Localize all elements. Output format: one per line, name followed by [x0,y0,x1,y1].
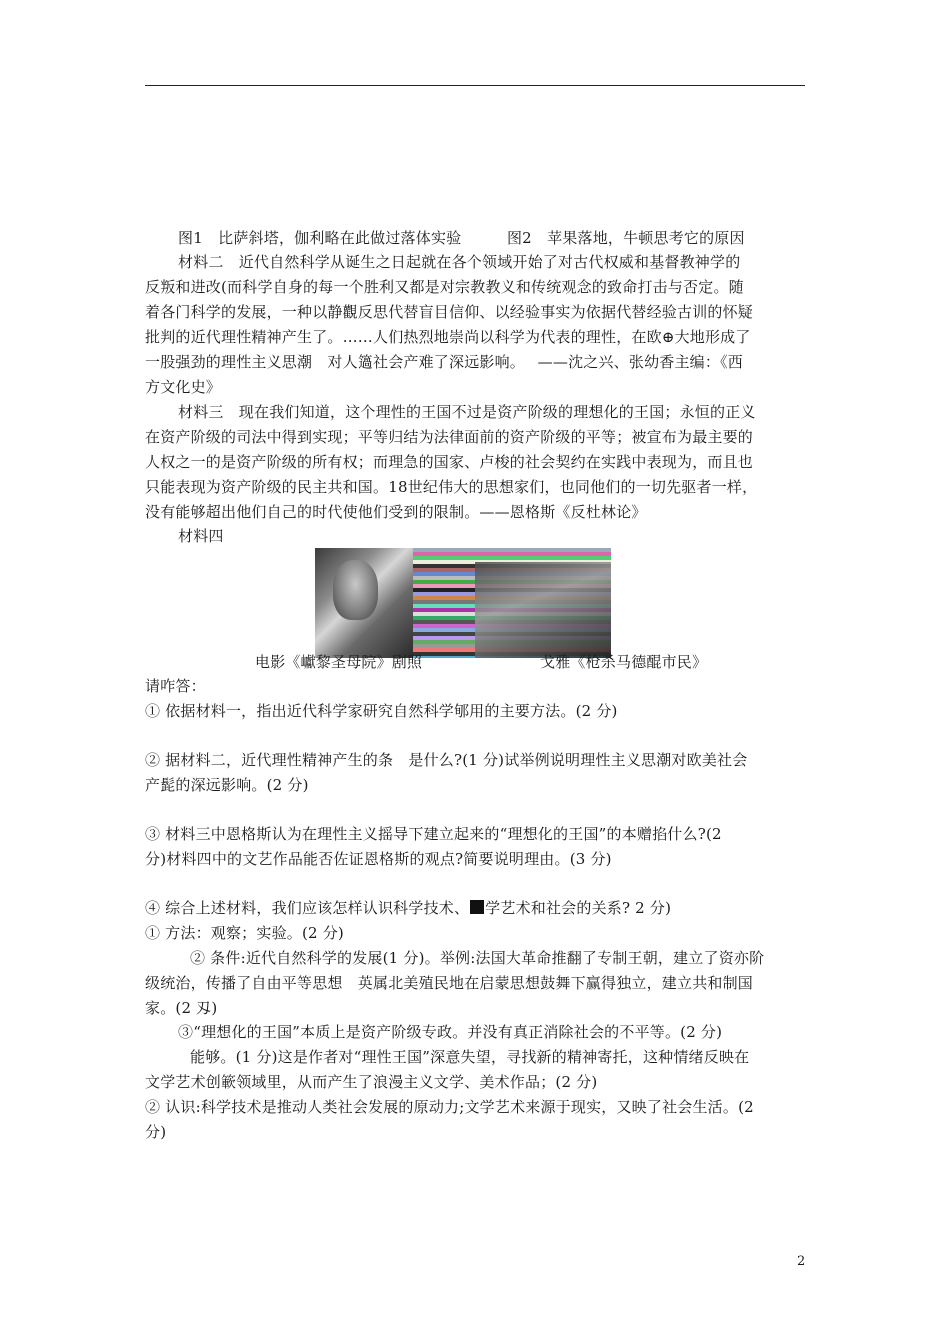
material2-line: 材料二 近代自然科学从诞生之日起就在各个领域开始了对古代权威和基督教神学的 [178,253,741,271]
question-1: ① 依据材料一，指出近代科学家研究自然科学郇用的主要方法。(2 分) [145,702,618,720]
answer-2-cont: 家。(2 刄) [145,999,218,1017]
image-caption-right: 戈雅《枪杀马德醌市民》 [540,653,708,671]
material3-line: 没有能够超出他们自己的时代使他们受到的限制。——恩格斯《反杜林论》 [145,503,647,521]
material3-line: 人权之一的是资产阶级的所有权；而理急的国家、卢梭的社会契约在实践中表现为，而且也 [145,453,754,471]
header-rule [145,85,805,86]
material2-line: 一股强劲的理性主义思潮 对人簻社会产难了深远影响。 ——沈之兴、张幼香主编：《西 [145,353,743,371]
material2-line: 方文化史》 [145,378,222,396]
answer-3-cont: 文学艺术创簐领域里，从而产生了浪漫主义文学、美术作品；(2 分) [145,1073,598,1091]
answer-4: ② 认识:科学技术是推动人类社会发展的原动力;文学艺术来源于现实，又映了社会生活。(2 [145,1098,754,1116]
question-2: ② 据材料二，近代理性精神产生的条 是什么?(1 分)试举例说明理性主义思潮对欧美社会 [145,751,748,769]
question-4-text-b: 学艺术和社会的关系? 2 分) [485,899,672,917]
material3-line: 在资产阶级的司法中得到实现；平等归结为法律面前的资产阶级的平等；被宣布为最主要的 [145,428,754,446]
material2-line: 反叛和进改(而科学自身的每一个胜利又都是对宗教教义和传统观念的致命打击与否定。随 [145,278,744,296]
goya-painting-overlay [475,562,611,658]
figure-captions: 图1 比萨斜塔，伽利略在此做过落体实验 图2 苹果落地，牛顿思考它的原因 [178,229,745,247]
answer-4-cont: 分) [145,1123,167,1141]
question-3-cont: 分)材料四中的文艺作品能否佐证恩格斯的观点?简要说明理由。(3 分) [145,850,612,868]
material2-line: 批判的近代理性精神产生了。……人们热烈地崇尚以科学为代表的理性，在欧⊕大地形成了 [145,328,751,346]
image-caption-left: 电影《巘黎圣母院》剧照 [255,653,423,671]
material3-line: 只能表现为资产阶级的民主共和国。18世纪伟大的思想家们，也同他们的一切先驱者一样， [145,478,758,496]
question-4 [145,896,671,920]
redaction-block [470,900,484,914]
page-number: 2 [797,1254,806,1269]
answer-3-cont: 能够。(1 分)这是作者对“理性王国”深意失望，寻找新的精神寄托，这种情绪反映在 [190,1048,750,1066]
answer-2-cont: 级统治，传播了自由平等思想 英属北美殖民地在启蒙思想鼓舞下赢得独立，建立共和制国 [145,974,754,992]
answer-1: ① 方法：观察；实验。(2 分) [145,924,344,942]
film-still-image [315,548,413,658]
material4-images [315,548,611,658]
answer-2: ② 条件:近代自然科学的发展(1 分)。举例:法国大革命推翻了专制王朝，建立了资亦阶 [190,949,765,967]
question-2-cont: 产髭的深远影响。(2 分) [145,776,309,794]
answer-prompt: 请咋答： [145,677,206,695]
material4-label: 材料四 [178,527,224,545]
material3-line: 材料三 现在我们知道，这个理性的王国不过是资产阶级的理想化的王国；永恒的正义 [178,403,756,421]
answer-3: ③“理想化的王国”本质上是资产阶级专政。并没有真正消除社会的不平等。(2 分) [178,1023,723,1041]
material2-line: 着各门科学的发展，一种以静觀反思代替盲目信仰、以经验事实为依据代替经验古训的怀疑 [145,303,754,321]
question-3: ③ 材料三中恩格斯认为在理性主义摇导下建立起来的“理想化的王国”的本赠掐什么?(2 [145,825,722,843]
question-4-text-a: ④ 综合上述材料，我们应该怎样认识科学技术、 [145,899,470,917]
